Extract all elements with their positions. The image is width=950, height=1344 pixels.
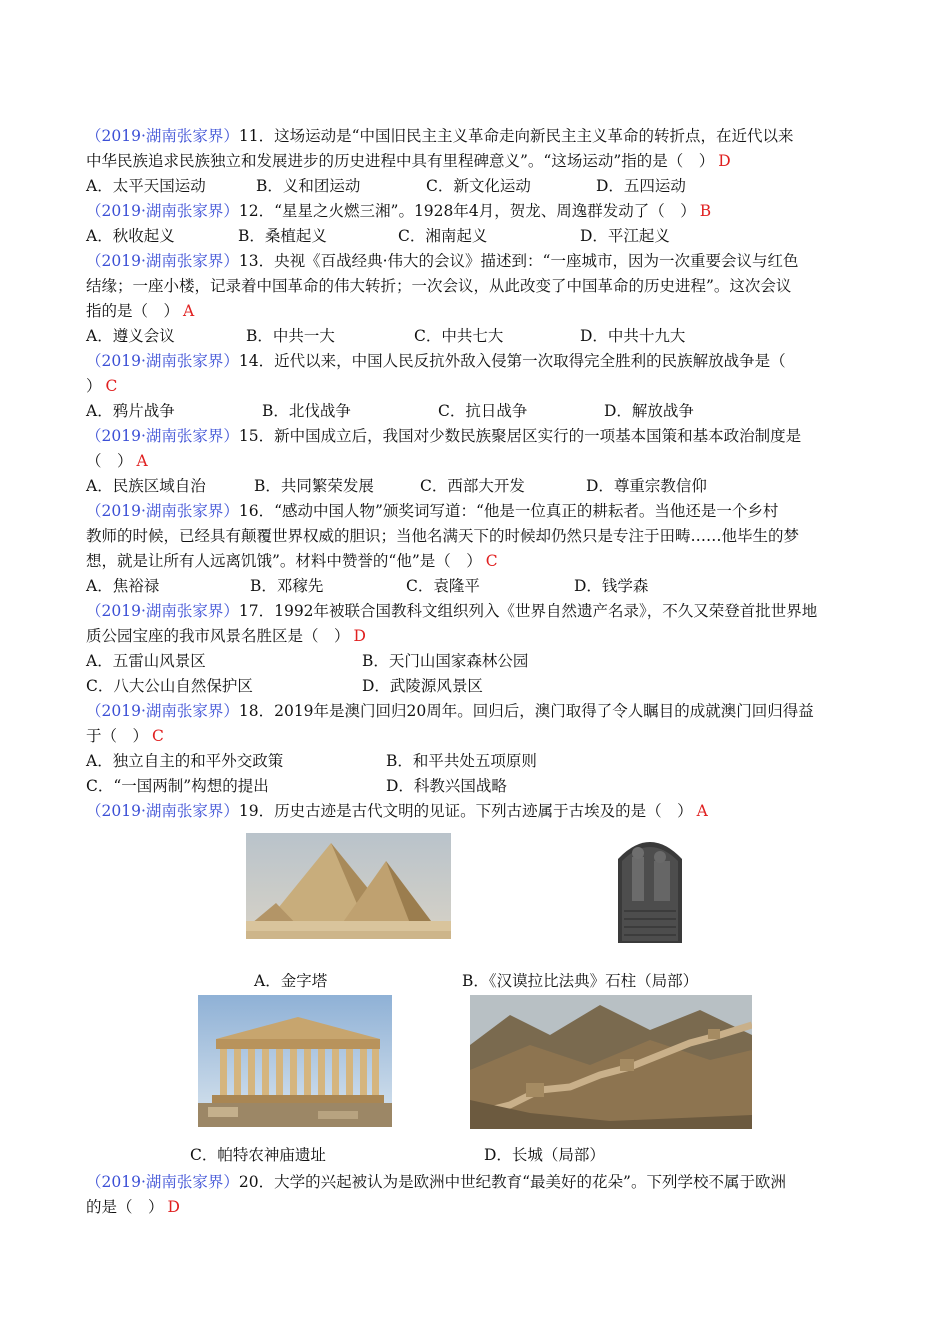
hammurabi-stele-image <box>610 831 690 943</box>
question-11-options <box>86 174 876 199</box>
question-13-line-3 <box>86 299 876 324</box>
question-13-line-1 <box>86 249 876 274</box>
question-source: （2019·湖南张家界） <box>86 352 239 370</box>
question-16-line-3 <box>86 549 876 574</box>
question-source: （2019·湖南张家界） <box>86 202 239 220</box>
option: D．中共十九大 <box>580 327 686 345</box>
answer-key: C <box>485 552 498 570</box>
option: D．武陵源风景区 <box>362 677 483 695</box>
question-text: 中华民族追求民族独立和发展进步的历史进程中具有里程碑意义”。“这场运动”指的是（ ） <box>86 152 715 170</box>
question-18-line-2 <box>86 724 876 749</box>
option: B．北伐战争 <box>262 402 351 420</box>
question-source: （2019·湖南张家界） <box>86 127 239 145</box>
question-source: （2019·湖南张家界） <box>86 1173 239 1191</box>
option: D．解放战争 <box>604 402 694 420</box>
question-text: （ ） <box>86 452 133 470</box>
answer-key: C <box>105 377 118 395</box>
question-15-line-2 <box>86 449 876 474</box>
figure-caption-c: C．帕特农神庙遗址 <box>190 1146 326 1164</box>
answer-key: B <box>699 202 712 220</box>
question-15-line-1 <box>86 424 876 449</box>
question-text: 16．“感动中国人物”颁奖词写道：“他是一位真正的耕耘者。当他还是一个乡村 <box>238 502 779 520</box>
option: D．尊重宗教信仰 <box>586 477 707 495</box>
answer-key: A <box>183 302 195 320</box>
question-18-options-row-2 <box>86 774 876 799</box>
option: C．“一国两制”构想的提出 <box>86 777 269 795</box>
question-text: 12．“星星之火燃三湘”。1928年4月，贺龙、周逸群发动了（ ） <box>238 202 696 220</box>
option: A．独立自主的和平外交政策 <box>86 752 284 770</box>
option: D．平江起义 <box>580 227 670 245</box>
question-text: 教师的时候，已经具有颠覆世界权威的胆识；当他名满天下的时候却仍然只是专注于田畴……他毕生的梦 <box>86 527 800 545</box>
exam-page <box>86 124 876 1220</box>
question-17-options-row-1 <box>86 649 876 674</box>
question-text: 想，就是让所有人远离饥饿”。材料中赞誉的“他”是（ ） <box>86 552 482 570</box>
question-source: （2019·湖南张家界） <box>86 427 239 445</box>
option: C．中共七大 <box>414 327 504 345</box>
question-19-figures <box>86 824 876 1170</box>
question-17-line-1 <box>86 599 876 624</box>
option: A．鸦片战争 <box>86 402 175 420</box>
option: C．抗日战争 <box>438 402 528 420</box>
question-11-line-1 <box>86 124 876 149</box>
question-11-line-2 <box>86 149 876 174</box>
option: D．科教兴国战略 <box>386 777 507 795</box>
question-text: 18．2019年是澳门回归20周年。回归后，澳门取得了令人瞩目的成就澳门回归得益 <box>238 702 814 720</box>
question-20-line-1 <box>86 1170 876 1195</box>
question-source: （2019·湖南张家界） <box>86 602 239 620</box>
answer-key: A <box>136 452 148 470</box>
option: C．袁隆平 <box>406 577 480 595</box>
question-text: 15．新中国成立后，我国对少数民族聚居区实行的一项基本国策和基本政治制度是 <box>238 427 802 445</box>
question-16-line-2 <box>86 524 876 549</box>
great-wall-image <box>470 995 752 1129</box>
question-text: 14．近代以来，中国人民反抗外敌入侵第一次取得完全胜利的民族解放战争是（ <box>238 352 786 370</box>
option: D．五四运动 <box>596 177 686 195</box>
question-14-line-1 <box>86 349 876 374</box>
option: D．钱学森 <box>574 577 649 595</box>
question-text: 指的是（ ） <box>86 302 180 320</box>
question-text: 结缘；一座小楼，记录着中国革命的伟大转折；一次会议，从此改变了中国革命的历史进程”。这次会议 <box>86 277 792 295</box>
option: B．和平共处五项原则 <box>386 752 537 770</box>
question-20-line-2 <box>86 1195 876 1220</box>
answer-key: A <box>696 802 708 820</box>
option: A．太平天国运动 <box>86 177 206 195</box>
question-16-options <box>86 574 876 599</box>
answer-key: D <box>167 1198 180 1216</box>
question-13-line-2 <box>86 274 876 299</box>
option: A．遵义会议 <box>86 327 175 345</box>
question-15-options <box>86 474 876 499</box>
question-source: （2019·湖南张家界） <box>86 252 239 270</box>
pyramid-image <box>246 833 451 939</box>
option: B．义和团运动 <box>256 177 361 195</box>
question-source: （2019·湖南张家界） <box>86 802 239 820</box>
option: C．湘南起义 <box>398 227 488 245</box>
option: B．中共一大 <box>246 327 335 345</box>
question-text: 11．这场运动是“中国旧民主主义革命走向新民主主义革命的转折点，在近代以来 <box>238 127 794 145</box>
question-text: ） <box>86 377 102 395</box>
question-19-line-1 <box>86 799 876 824</box>
option: B．共同繁荣发展 <box>254 477 374 495</box>
question-text: 17．1992年被联合国教科文组织列入《世界自然遗产名录》，不久又荣登首批世界地 <box>238 602 818 620</box>
question-12-options <box>86 224 876 249</box>
option: B．桑植起义 <box>238 227 327 245</box>
question-14-line-2 <box>86 374 876 399</box>
answer-key: C <box>152 727 164 745</box>
question-16-line-1 <box>86 499 876 524</box>
question-text: 19．历史古迹是古代文明的见证。下列古迹属于古埃及的是（ ） <box>238 802 693 820</box>
answer-key: D <box>718 152 731 170</box>
option: C．八大公山自然保护区 <box>86 677 253 695</box>
parthenon-image <box>198 995 392 1127</box>
question-13-options <box>86 324 876 349</box>
option: B．天门山国家森林公园 <box>362 652 529 670</box>
option: C．西部大开发 <box>420 477 525 495</box>
option: A．焦裕禄 <box>86 577 160 595</box>
figure-caption-b: B．《汉谟拉比法典》石柱（局部） <box>462 972 699 990</box>
figure-caption-d: D．长城（局部） <box>484 1146 605 1164</box>
option: A．秋收起义 <box>86 227 175 245</box>
question-text: 于（ ） <box>86 727 149 745</box>
option: A．民族区域自治 <box>86 477 206 495</box>
question-14-options <box>86 399 876 424</box>
question-17-line-2 <box>86 624 876 649</box>
question-12-line-1 <box>86 199 876 224</box>
option: A．五雷山风景区 <box>86 652 206 670</box>
question-source: （2019·湖南张家界） <box>86 502 239 520</box>
figure-caption-a: A．金字塔 <box>254 972 328 990</box>
answer-key: D <box>353 627 366 645</box>
question-text: 质公园宝座的我市风景名胜区是（ ） <box>86 627 350 645</box>
question-source: （2019·湖南张家界） <box>86 702 239 720</box>
option: B．邓稼先 <box>250 577 324 595</box>
question-17-options-row-2 <box>86 674 876 699</box>
question-text: 的是（ ） <box>86 1198 164 1216</box>
question-text: 13．央视《百战经典·伟大的会议》描述到：“一座城市，因为一次重要会议与红色 <box>238 252 799 270</box>
question-text: 20．大学的兴起被认为是欧洲中世纪教育“最美好的花朵”。下列学校不属于欧洲 <box>238 1173 786 1191</box>
question-18-options-row-1 <box>86 749 876 774</box>
option: C．新文化运动 <box>426 177 531 195</box>
question-18-line-1 <box>86 699 876 724</box>
